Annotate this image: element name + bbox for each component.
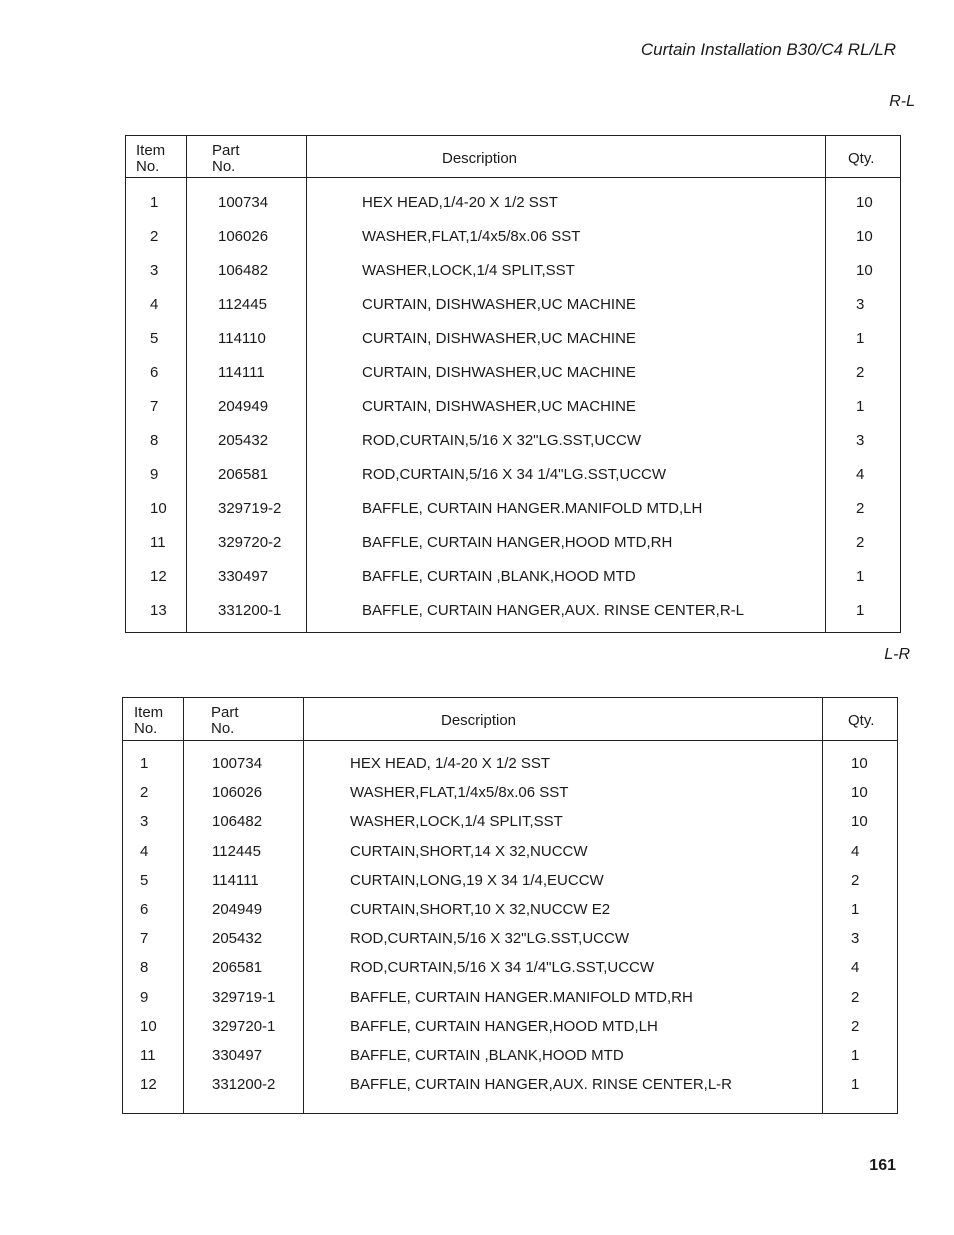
cell-item: 10 xyxy=(140,1017,157,1035)
cell-part: 106026 xyxy=(218,228,269,245)
column-header-part xyxy=(212,143,240,175)
cell-item: 6 xyxy=(140,901,149,918)
column-header-part-line1: Part xyxy=(212,142,240,159)
column-header-part-line2: No. xyxy=(211,720,235,737)
cell-description: CURTAIN, DISHWASHER,UC MACHINE xyxy=(362,398,636,415)
section-label-r-l: R-L xyxy=(889,93,915,110)
column-header-part xyxy=(211,705,239,737)
cell-part: 100734 xyxy=(212,755,263,772)
parts-table-r-l xyxy=(125,135,901,633)
cell-part: 330497 xyxy=(218,568,269,585)
cell-item: 1 xyxy=(140,755,149,772)
cell-item: 3 xyxy=(140,813,149,831)
header-divider xyxy=(123,740,897,741)
cell-item: 8 xyxy=(150,432,159,449)
cell-qty: 2 xyxy=(851,988,860,1006)
cell-description: WASHER,LOCK,1/4 SPLIT,SST xyxy=(362,262,575,279)
header-divider xyxy=(126,177,900,178)
cell-description: HEX HEAD,1/4-20 X 1/2 SST xyxy=(362,194,558,211)
cell-description: WASHER,LOCK,1/4 SPLIT,SST xyxy=(350,813,563,831)
cell-qty: 1 xyxy=(851,1047,860,1064)
column-divider xyxy=(183,698,184,1113)
cell-part: 206581 xyxy=(218,466,269,483)
cell-qty: 3 xyxy=(856,296,865,313)
cell-qty: 4 xyxy=(856,466,865,483)
cell-part: 205432 xyxy=(218,432,269,449)
cell-description: CURTAIN,LONG,19 X 34 1/4,EUCCW xyxy=(350,871,604,889)
cell-part: 331200-2 xyxy=(212,1076,276,1094)
page-number: 161 xyxy=(869,1157,896,1174)
cell-description: CURTAIN, DISHWASHER,UC MACHINE xyxy=(362,330,636,347)
cell-item: 11 xyxy=(140,1047,156,1064)
cell-qty: 4 xyxy=(851,842,860,860)
column-divider xyxy=(306,136,307,632)
cell-part: 106026 xyxy=(212,784,263,802)
cell-qty: 1 xyxy=(856,602,865,619)
cell-item: 7 xyxy=(140,930,149,948)
cell-qty: 2 xyxy=(856,500,865,517)
cell-description: ROD,CURTAIN,5/16 X 32"LG.SST,UCCW xyxy=(350,930,630,948)
cell-description: ROD,CURTAIN,5/16 X 34 1/4"LG.SST,UCCW xyxy=(362,466,667,483)
cell-qty: 2 xyxy=(851,871,860,889)
cell-item: 10 xyxy=(150,500,167,517)
cell-qty: 1 xyxy=(856,568,865,585)
column-divider xyxy=(825,136,826,632)
column-header-item xyxy=(136,143,165,175)
cell-part: 106482 xyxy=(218,262,269,279)
cell-part: 329719-2 xyxy=(218,500,282,517)
cell-item: 9 xyxy=(150,466,159,483)
parts-table-l-r xyxy=(122,697,898,1114)
cell-description: ROD,CURTAIN,5/16 X 34 1/4"LG.SST,UCCW xyxy=(350,959,655,977)
cell-part: 205432 xyxy=(212,930,263,948)
cell-description: BAFFLE, CURTAIN HANGER.MANIFOLD MTD,RH xyxy=(350,988,693,1006)
cell-part: 329720-1 xyxy=(212,1017,276,1035)
cell-part: 330497 xyxy=(212,1047,263,1064)
cell-qty: 1 xyxy=(856,330,865,347)
cell-part: 114111 xyxy=(218,364,265,381)
cell-qty: 2 xyxy=(856,534,865,551)
cell-item: 6 xyxy=(150,364,159,381)
column-divider xyxy=(822,698,823,1113)
cell-part: 106482 xyxy=(212,813,263,831)
cell-part: 331200-1 xyxy=(218,602,282,619)
cell-qty: 1 xyxy=(856,398,865,415)
cell-part: 329719-1 xyxy=(212,988,276,1006)
cell-item: 5 xyxy=(140,871,149,889)
column-header-item-line2: No. xyxy=(134,720,158,737)
cell-description: CURTAIN, DISHWASHER,UC MACHINE xyxy=(362,296,636,313)
cell-part: 204949 xyxy=(212,901,263,918)
column-header-item-line2: No. xyxy=(136,158,160,175)
cell-description: BAFFLE, CURTAIN HANGER,HOOD MTD,LH xyxy=(350,1017,658,1035)
cell-item: 4 xyxy=(150,296,159,313)
cell-item: 5 xyxy=(150,330,159,347)
cell-description: BAFFLE, CURTAIN HANGER,AUX. RINSE CENTER,L-R xyxy=(350,1076,733,1094)
cell-item: 3 xyxy=(150,262,159,279)
column-header-item-line1: Item xyxy=(136,142,166,159)
cell-description: BAFFLE, CURTAIN HANGER.MANIFOLD MTD,LH xyxy=(362,500,703,517)
cell-qty: 10 xyxy=(856,194,873,211)
column-header-part-line2: No. xyxy=(212,158,236,175)
cell-description: WASHER,FLAT,1/4x5/8x.06 SST xyxy=(362,228,581,245)
cell-part: 204949 xyxy=(218,398,269,415)
cell-qty: 10 xyxy=(851,755,868,772)
cell-part: 329720-2 xyxy=(218,534,282,551)
cell-part: 114111 xyxy=(212,871,259,889)
cell-qty: 3 xyxy=(856,432,865,449)
cell-qty: 1 xyxy=(851,901,860,918)
cell-item: 12 xyxy=(140,1076,157,1094)
cell-part: 100734 xyxy=(218,194,269,211)
cell-part: 206581 xyxy=(212,959,263,977)
cell-item: 4 xyxy=(140,842,149,860)
cell-part: 112445 xyxy=(212,842,261,860)
column-header-qty: Qty. xyxy=(848,712,875,729)
cell-qty: 10 xyxy=(856,262,873,279)
cell-qty: 2 xyxy=(851,1017,860,1035)
cell-item: 7 xyxy=(150,398,159,415)
cell-description: BAFFLE, CURTAIN HANGER,AUX. RINSE CENTER,R-L xyxy=(362,602,745,619)
column-header-item xyxy=(134,705,163,737)
column-header-qty: Qty. xyxy=(848,150,875,167)
document-title: Curtain Installation B30/C4 RL/LR xyxy=(640,40,896,59)
cell-item: 12 xyxy=(150,568,167,585)
cell-qty: 1 xyxy=(851,1076,860,1094)
cell-item: 9 xyxy=(140,988,149,1006)
column-divider xyxy=(303,698,304,1113)
cell-part: 114110 xyxy=(218,330,266,347)
cell-qty: 4 xyxy=(851,959,860,977)
cell-item: 2 xyxy=(150,228,159,245)
cell-description: HEX HEAD, 1/4-20 X 1/2 SST xyxy=(350,755,551,772)
column-header-description: Description xyxy=(441,712,517,729)
cell-qty: 3 xyxy=(851,930,860,948)
column-header-item-line1: Item xyxy=(134,704,164,721)
cell-description: CURTAIN,SHORT,14 X 32,NUCCW xyxy=(350,842,588,860)
cell-qty: 2 xyxy=(856,364,865,381)
column-divider xyxy=(186,136,187,632)
cell-description: BAFFLE, CURTAIN ,BLANK,HOOD MTD xyxy=(362,568,636,585)
cell-qty: 10 xyxy=(851,813,868,831)
cell-description: WASHER,FLAT,1/4x5/8x.06 SST xyxy=(350,784,569,802)
section-label-l-r: L-R xyxy=(884,646,910,663)
cell-item: 13 xyxy=(150,602,167,619)
cell-item: 11 xyxy=(150,534,166,551)
cell-description: BAFFLE, CURTAIN ,BLANK,HOOD MTD xyxy=(350,1047,624,1064)
cell-qty: 10 xyxy=(851,784,868,802)
cell-description: BAFFLE, CURTAIN HANGER,HOOD MTD,RH xyxy=(362,534,673,551)
column-header-description: Description xyxy=(442,150,518,167)
cell-item: 8 xyxy=(140,959,149,977)
column-header-part-line1: Part xyxy=(211,704,239,721)
cell-qty: 10 xyxy=(856,228,873,245)
cell-description: CURTAIN, DISHWASHER,UC MACHINE xyxy=(362,364,636,381)
cell-part: 112445 xyxy=(218,296,267,313)
cell-description: ROD,CURTAIN,5/16 X 32"LG.SST,UCCW xyxy=(362,432,642,449)
cell-item: 2 xyxy=(140,784,149,802)
cell-item: 1 xyxy=(150,194,159,211)
cell-description: CURTAIN,SHORT,10 X 32,NUCCW E2 xyxy=(350,901,611,918)
